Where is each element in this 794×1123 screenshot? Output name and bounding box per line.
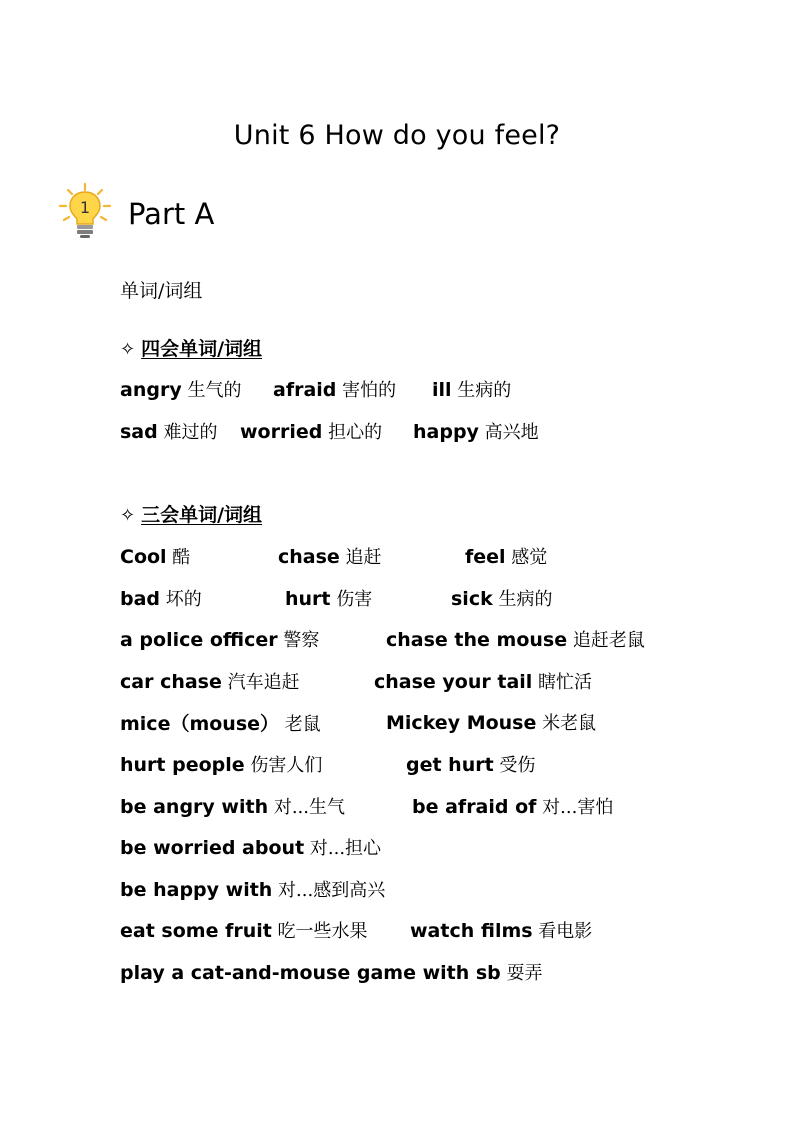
english-word: be happy with [120,878,273,901]
vocab-row [120,376,760,404]
chinese-meaning: 追赶 [339,547,382,568]
vocab-row [120,668,760,696]
vocab-item [240,418,382,444]
part-label: Part A [128,197,215,231]
english-word: be worried about [120,837,305,860]
english-word: be angry with [120,795,269,818]
english-word: feel [465,546,506,568]
vocab-item [120,376,241,402]
english-word: worried [240,421,323,443]
english-word: a police officer [120,629,278,652]
vocab-item [406,751,535,777]
vocab-item [386,709,596,735]
chinese-meaning: 担心的 [322,422,383,443]
chinese-meaning: 感觉 [505,547,548,568]
vocab-row [120,543,760,571]
chinese-meaning: 害怕的 [336,380,397,401]
vocab-row [120,917,760,945]
vocab-item [120,876,385,902]
vocab-row [120,709,760,737]
vocab-item [120,751,322,777]
english-word: sick [451,587,493,610]
english-word: be afraid of [412,795,537,818]
vocab-item [120,793,345,819]
vocab-item [273,376,396,402]
four-skill-heading [120,334,262,361]
chinese-meaning: 米老鼠 [536,713,597,735]
chinese-meaning: 警察 [277,630,320,652]
vocab-item [278,543,382,569]
four-skill-heading-text: 四会单词/词组 [141,338,263,360]
vocab-label: 单词/词组 [120,280,203,302]
english-word: chase [278,546,340,568]
chinese-meaning: 坏的 [160,588,202,610]
vocab-item [120,959,543,985]
chinese-meaning: 老鼠 [279,714,321,736]
chinese-meaning: 受伤 [493,755,536,776]
chinese-meaning: 生气的 [181,380,242,401]
vocab-row [120,626,760,654]
vocab-row [120,834,760,862]
english-word: hurt people [120,754,245,776]
chinese-meaning: 汽车追赶 [221,671,300,693]
vocab-row [120,585,760,613]
chinese-meaning: 对...担心 [304,838,382,860]
chinese-meaning: 酷 [166,547,191,568]
chinese-meaning: 高兴地 [478,422,539,443]
chinese-meaning: 生病的 [492,588,553,610]
chinese-meaning: 追赶老鼠 [567,630,645,652]
vocab-item [465,543,547,569]
english-word: hurt [285,587,331,610]
vocab-row [120,959,760,987]
vocab-row [120,793,760,821]
vocab-item [120,917,368,943]
vocab-row [120,751,760,779]
vocab-item [386,626,645,652]
english-word: sad [120,421,158,443]
diamond-marker-icon: ✧ [120,505,136,526]
vocab-item [120,709,321,736]
chinese-meaning: 瞎忙活 [532,671,593,693]
vocab-item [120,626,319,652]
english-word: chase the mouse [386,629,568,652]
english-word: Mickey Mouse [386,712,537,735]
vocab-item [412,793,613,819]
page-title: Unit 6 How do you feel? [233,120,561,151]
english-word: bad [120,587,161,610]
chinese-meaning: 耍弄 [500,963,543,984]
chinese-meaning: 对...害怕 [536,796,614,818]
vocab-item [413,418,539,444]
chinese-meaning: 吃一些水果 [271,921,368,943]
three-skill-heading [120,500,262,527]
vocab-item [120,834,381,860]
english-word: afraid [273,379,337,401]
english-word: eat some fruit [120,920,272,943]
english-word: play a cat-and-mouse game with sb [120,962,501,984]
english-word: get hurt [406,754,494,776]
three-skill-heading-text: 三会单词/词组 [141,504,263,526]
bulb-number: 1 [79,198,91,217]
vocab-item [120,585,202,611]
english-word: Cool [120,546,167,568]
vocab-item [120,668,300,694]
chinese-meaning: 伤害 [330,588,373,610]
english-word: mice（mouse） [120,713,280,736]
vocab-item [120,418,217,444]
vocab-item [451,585,552,611]
english-word: watch films [410,920,533,943]
vocab-row [120,876,760,904]
chinese-meaning: 难过的 [157,422,218,443]
chinese-meaning: 生病的 [451,380,512,401]
vocab-item [120,543,190,569]
vocab-item [432,376,511,402]
vocab-item [410,917,592,943]
english-word: happy [413,421,479,443]
english-word: car chase [120,670,222,693]
vocab-row [120,418,760,446]
vocab-item [374,668,592,694]
vocab-item [285,585,372,611]
chinese-meaning: 对...感到高兴 [272,879,386,901]
english-word: angry [120,379,182,401]
english-word: ill [432,379,452,401]
diamond-marker-icon: ✧ [120,339,136,360]
lightbulb-icon [58,182,112,242]
chinese-meaning: 对...生气 [268,796,345,818]
chinese-meaning: 伤害人们 [244,755,323,776]
english-word: chase your tail [374,670,533,693]
chinese-meaning: 看电影 [532,921,593,943]
